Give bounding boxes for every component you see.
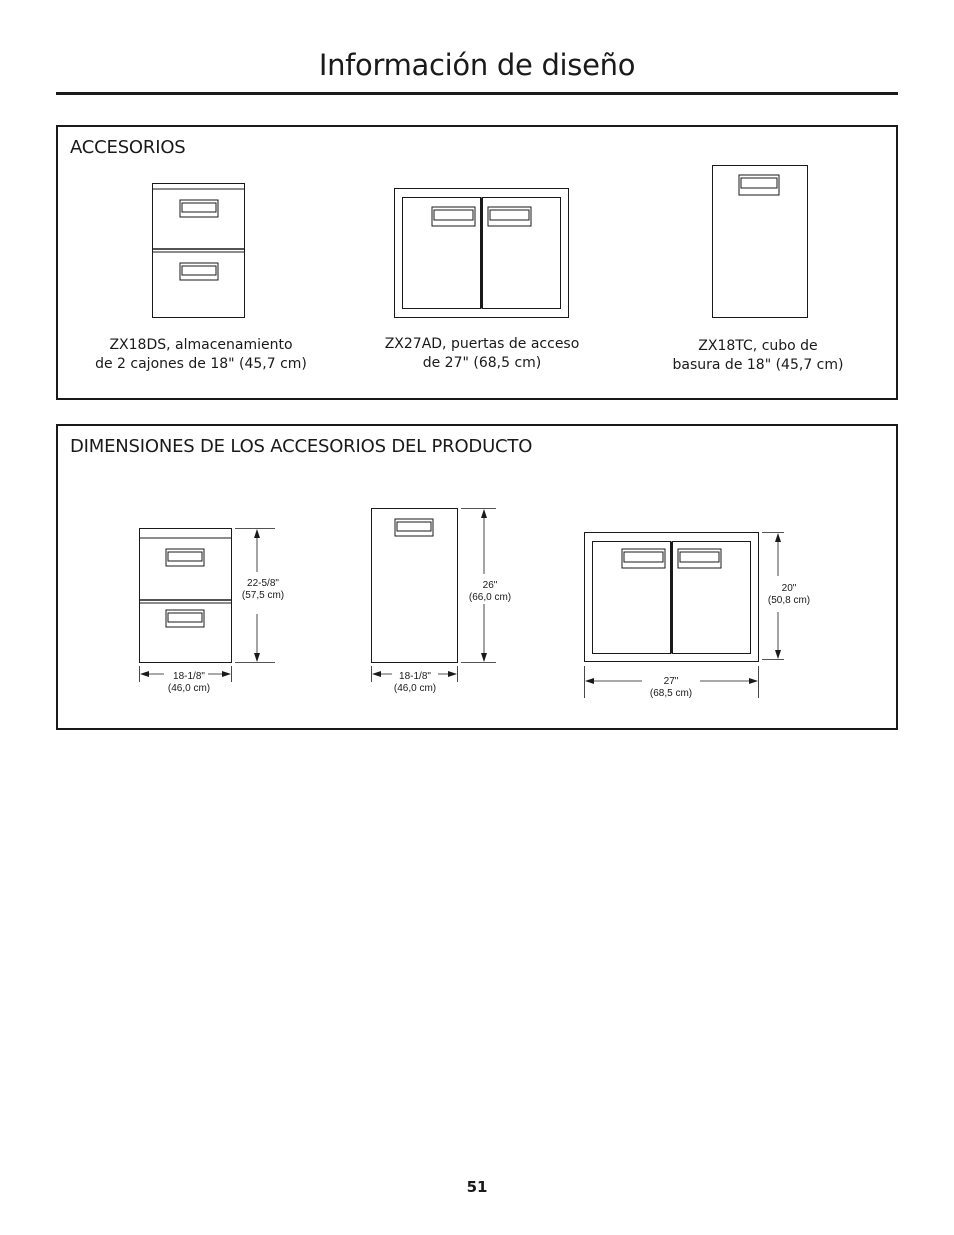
drawers-caption-line2: de 2 cajones de 18" (45,7 cm) (95, 356, 307, 372)
doors-width-in: 27" (663, 676, 679, 687)
accessories-heading: ACCESORIOS (70, 137, 186, 158)
access-doors-caption (367, 335, 597, 373)
drawers-width-in: 18-1/8" (173, 671, 205, 682)
doors-height-cm: (50,8 cm) (767, 595, 811, 606)
drawers-dimension-diagram (132, 522, 302, 698)
trash-width-cm: (46,0 cm) (393, 683, 437, 694)
drawers-height-cm: (57,5 cm) (241, 590, 285, 601)
doors-height-in: 20" (781, 583, 797, 594)
access-doors-caption-line1: ZX27AD, puertas de acceso (384, 336, 580, 352)
page-number: 51 (466, 1178, 488, 1196)
dimensions-heading: DIMENSIONES DE LOS ACCESORIOS DEL PRODUCTO (70, 436, 533, 457)
trash-height-cm: (66,0 cm) (468, 592, 512, 603)
doors-width-cm: (68,5 cm) (649, 688, 693, 699)
trash-bin-caption (643, 337, 873, 375)
access-doors-illustration (394, 188, 570, 319)
trash-bin-dimension-diagram (364, 502, 534, 698)
access-doors-dimension-diagram (578, 526, 828, 704)
page-title: Información de diseño (318, 48, 636, 82)
drawers-caption (86, 336, 316, 374)
trash-bin-caption-line1: ZX18TC, cubo de (698, 338, 818, 354)
access-doors-caption-line2: de 27" (68,5 cm) (422, 355, 542, 371)
trash-width-in: 18-1/8" (399, 671, 431, 682)
title-rule (56, 92, 898, 95)
trash-height-in: 26" (482, 580, 498, 591)
drawers-caption-line1: ZX18DS, almacenamiento (109, 337, 293, 353)
drawers-width-cm: (46,0 cm) (167, 683, 211, 694)
trash-bin-illustration (712, 165, 810, 319)
drawers-height-in: 22-5/8" (247, 578, 279, 589)
drawers-illustration (152, 183, 246, 319)
trash-bin-caption-line2: basura de 18" (45,7 cm) (672, 357, 844, 373)
